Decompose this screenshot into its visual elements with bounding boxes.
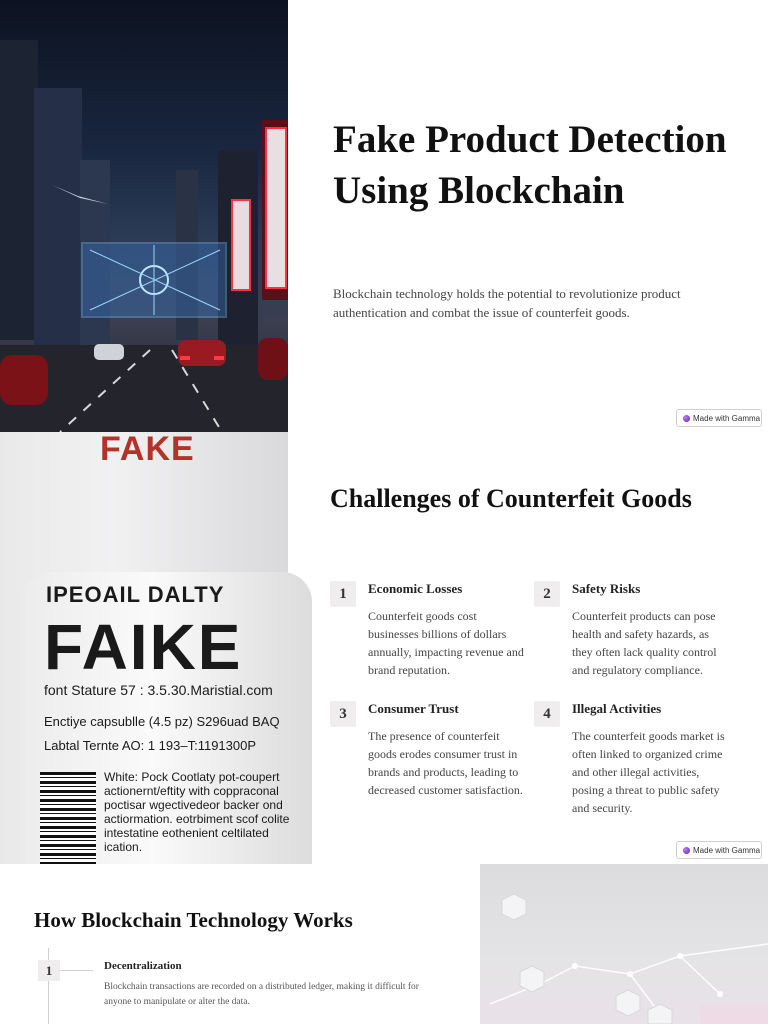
made-with-gamma-badge[interactable] — [676, 841, 762, 859]
bottle-brand-text: IPEOAIL DALTY — [46, 582, 225, 607]
intro-description: Blockchain technology holds the potential to revolutionize product authentication and combat the issue of counterfeit goods. — [333, 286, 681, 320]
challenge-title: Illegal Activities — [572, 701, 662, 716]
fake-banner-text: FAKE — [100, 432, 195, 468]
challenge-text: Counterfeit goods cost businesses billions of dollars annually, impacting revenue and brand reputation. — [368, 609, 524, 677]
city-blockchain-image — [0, 0, 288, 432]
challenge-title: Safety Risks — [572, 581, 641, 596]
badge-label: Made with Gamma — [693, 413, 761, 423]
challenge-text: The counterfeit goods market is often linked to organized crime and other illegal activities, posing a threat to public safety and security. — [572, 729, 725, 815]
network-illustration — [480, 864, 768, 1024]
step-text: Blockchain transactions are recorded on a distributed ledger, making it difficult for anyone to manipulate or alter the data. — [104, 982, 419, 1007]
step-title: Decentralization — [104, 960, 182, 972]
timeline-connector — [60, 970, 93, 971]
section-title: Challenges of Counterfeit Goods — [330, 484, 692, 513]
bottle-line-2: Enctiye capsublle (4.5 pz) S296uad BAQ — [44, 714, 280, 729]
fake-product-bottle-image — [0, 432, 288, 864]
challenge-text: The presence of counterfeit goods erodes consumer trust in brands and products, leading to decreased customer satisfaction. — [368, 729, 523, 797]
slide-challenges — [0, 432, 768, 864]
challenge-number: 4 — [534, 701, 560, 727]
bottle-product-text: FAIKE — [44, 611, 243, 683]
section-title: How Blockchain Technology Works — [34, 908, 353, 932]
gamma-logo-icon — [683, 415, 690, 422]
slide-how-it-works — [0, 864, 768, 1024]
city-illustration — [0, 0, 288, 432]
challenge-number: 3 — [330, 701, 356, 727]
badge-label: Made with Gamma — [693, 845, 761, 855]
blockchain-network-image — [480, 864, 768, 1024]
barcode — [40, 772, 96, 864]
bottle-warning-text: White: Pock Cootlaty pot-coupert actionernt/eftity with coppraconal poctisar wgectivedeor backer ond actiormation. eotrbiment scof colite intestatine eothenient celtilated ication. — [104, 770, 290, 854]
challenge-number: 2 — [534, 581, 560, 607]
made-with-gamma-badge[interactable] — [676, 409, 762, 427]
gamma-logo-icon — [683, 847, 690, 854]
challenge-number: 1 — [330, 581, 356, 607]
step-number: 1 — [38, 960, 60, 981]
challenge-title: Economic Losses — [368, 581, 463, 596]
bottle-line-3: Labtal Ternte AO: 1 193–T:1191300P — [44, 738, 257, 753]
bottle-line-1: font Stature 57 : 3.5.30.Maristial.com — [44, 682, 273, 698]
challenge-text: Counterfeit products can pose health and safety hazards, as they often lack quality control and regulatory compliance. — [572, 609, 717, 677]
page-title: Fake Product Detection Using Blockchain — [333, 118, 727, 212]
challenge-title: Consumer Trust — [368, 701, 459, 716]
slide-title — [0, 0, 768, 432]
